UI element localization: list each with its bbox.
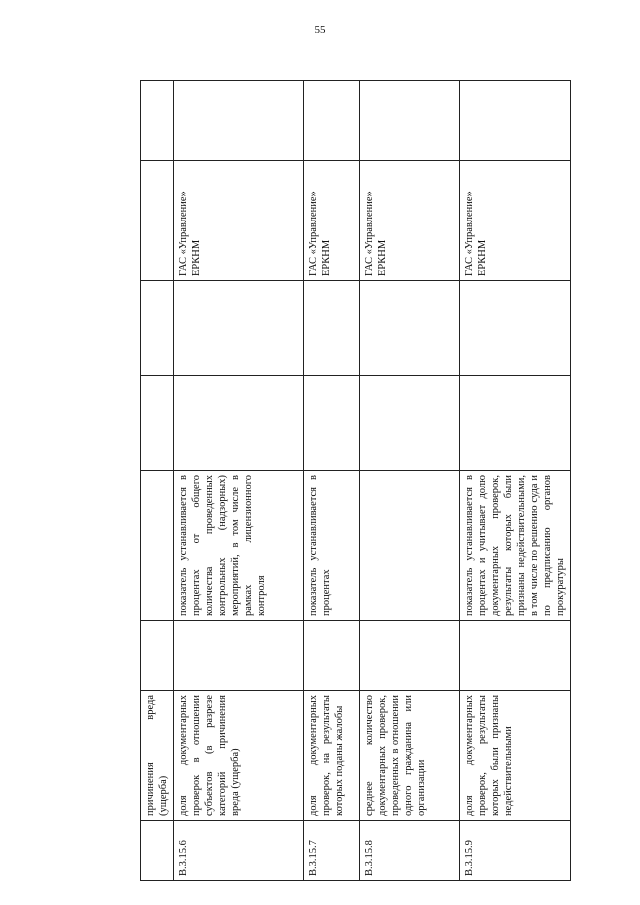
table-row [141, 81, 174, 881]
empty-cell [304, 281, 360, 376]
page-number: 55 [314, 24, 326, 36]
indicator-cell: показатель устанавливается в процентах от общего количества проведенных контрольных (надзорных) мероприятий, в том числе в рамках лицензионного контроля [174, 471, 304, 621]
empty-cell [304, 376, 360, 471]
empty-cell [141, 81, 174, 161]
indicator-cell [141, 471, 174, 621]
system-cell: ГАС «Управление» ЕРКНМ [174, 161, 304, 281]
empty-cell [304, 81, 360, 161]
empty-cell [141, 376, 174, 471]
system-cell [141, 161, 174, 281]
system-cell: ГАС «Управление» ЕРКНМ [460, 161, 571, 281]
rotated-table-wrapper [140, 81, 566, 881]
empty-cell [304, 621, 360, 691]
code-cell [141, 821, 174, 881]
code-cell: В.3.15.8 [360, 821, 460, 881]
empty-cell [174, 281, 304, 376]
system-cell: ГАС «Управление» ЕРКНМ [304, 161, 360, 281]
table-row [304, 81, 360, 881]
name-cell: доля документарных проверок, результаты которых были признаны недействительными [460, 691, 571, 821]
name-cell: среднее количество документарных проверок, проведенных в отношении одного гражданина или организации [360, 691, 460, 821]
indicator-cell: показатель устанавливается в процентах и учитывает долю документарных проверок, результаты которых были признаны недействительными, в том числе по решению суда и по предписанию органов прокуратуры [460, 471, 571, 621]
table-row [174, 81, 304, 881]
code-cell: В.3.15.7 [304, 821, 360, 881]
empty-cell [141, 621, 174, 691]
empty-cell [174, 376, 304, 471]
empty-cell [174, 621, 304, 691]
table-row [460, 81, 571, 881]
empty-cell [360, 376, 460, 471]
indicator-cell: показатель устанавливается в процентах [304, 471, 360, 621]
name-cell: доля документарных проверок, на результаты которых поданы жалобы [304, 691, 360, 821]
system-cell: ГАС «Управление» ЕРКНМ [360, 161, 460, 281]
empty-cell [360, 621, 460, 691]
name-cell: доля документарных проверок в отношении субъектов (в разрезе категорий причинения вреда (ущерба) [174, 691, 304, 821]
indicator-cell [360, 471, 460, 621]
indicators-table [140, 80, 571, 881]
empty-cell [360, 81, 460, 161]
table-row [360, 81, 460, 881]
empty-cell [460, 81, 571, 161]
empty-cell [141, 281, 174, 376]
name-cell [141, 691, 174, 821]
code-cell: В.3.15.9 [460, 821, 571, 881]
empty-cell [460, 376, 571, 471]
empty-cell [460, 621, 571, 691]
empty-cell [360, 281, 460, 376]
name-text: причинения вреда (ущерба) [145, 695, 169, 816]
empty-cell [460, 281, 571, 376]
code-cell: В.3.15.6 [174, 821, 304, 881]
empty-cell [174, 81, 304, 161]
